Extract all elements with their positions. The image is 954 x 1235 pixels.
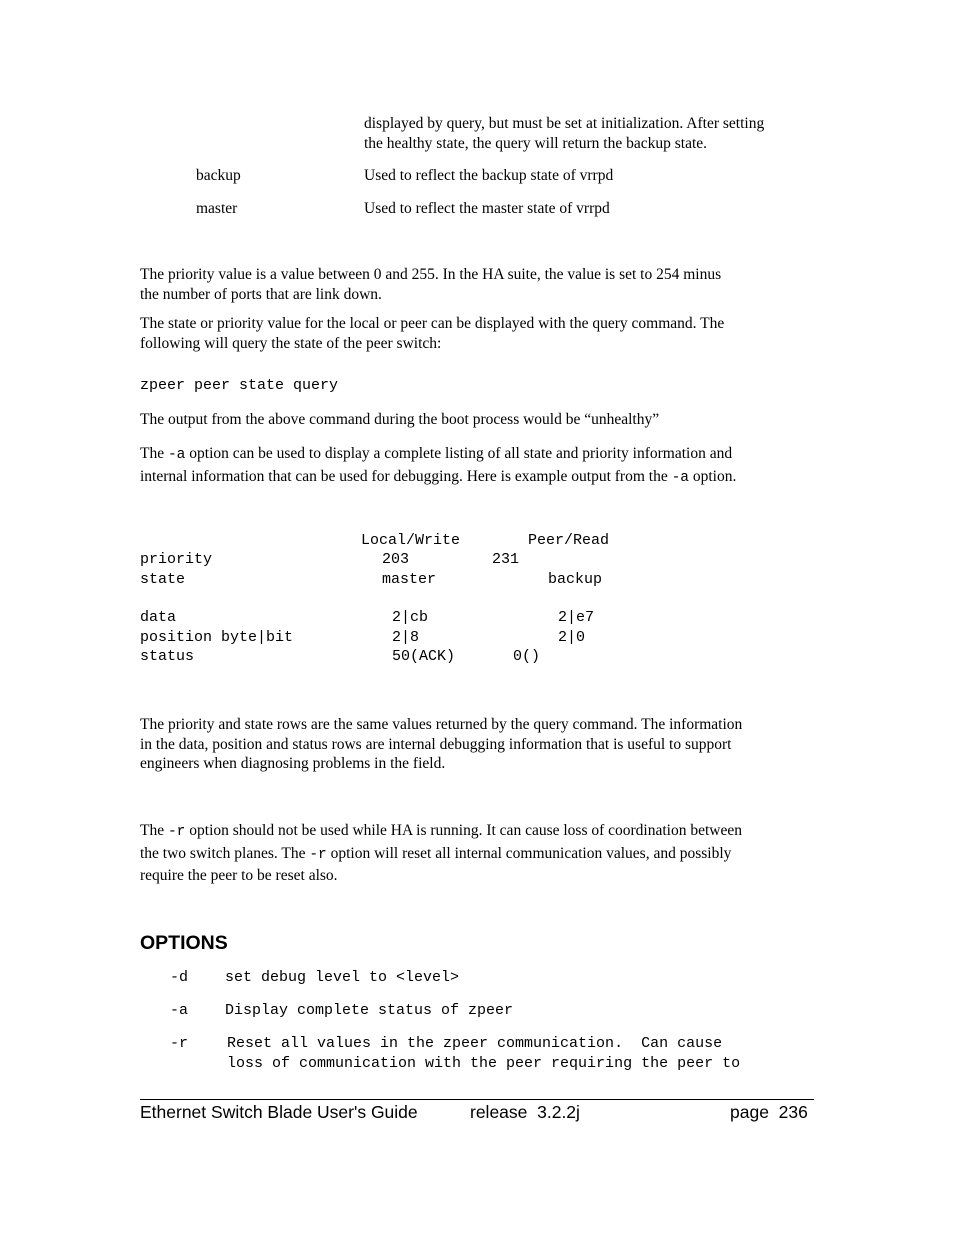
footer-page-number: page 236: [730, 1102, 808, 1122]
paragraph-r-option: [140, 820, 742, 886]
text-line: the number of ports that are link down.: [140, 285, 382, 303]
text-line: The priority and state rows are the same values returned by the query command. The information: [140, 716, 743, 733]
row-label: status: [140, 648, 195, 665]
options-heading: OPTIONS: [140, 932, 228, 954]
inline-code: -r: [309, 847, 327, 863]
row-peer-value: 0(): [513, 648, 541, 665]
option-desc: loss of communication with the peer requiring the peer to: [227, 1055, 741, 1072]
def-desc-master: Used to reflect the master state of vrrpd: [364, 200, 610, 217]
option-flag: -r: [170, 1035, 189, 1052]
inline-code: -a: [167, 447, 186, 463]
row-peer-value: backup: [548, 571, 603, 588]
text-line: engineers when diagnosing problems in the field.: [140, 755, 446, 772]
option-flag: -a: [170, 1002, 189, 1019]
text-line: The -r option should not be used while HA is running. It can cause loss of coordination between: [140, 822, 742, 840]
text-line: The -a option can be used to display a complete listing of all state and priority information and: [140, 445, 733, 463]
option-desc: Display complete status of zpeer: [225, 1002, 514, 1019]
row-peer-value: 231: [492, 551, 520, 568]
header-local-write: Local/Write: [361, 532, 461, 549]
row-local-value: 50(ACK): [392, 648, 456, 665]
row-local-value: 2|8: [392, 629, 420, 646]
inline-code: -r: [167, 824, 186, 840]
footer-rule: [140, 1099, 814, 1100]
inline-code: -a: [671, 470, 689, 486]
row-label: position byte|bit: [140, 629, 294, 646]
option-flag: -d: [170, 969, 189, 986]
text-line: the two switch planes. The -r option will reset all internal communication values, and possibly: [140, 845, 732, 863]
row-local-value: 203: [382, 551, 410, 568]
text-line: displayed by query, but must be set at initialization. After setting: [364, 115, 765, 132]
text-line: The state or priority value for the local or peer can be displayed with the query command. The: [140, 315, 725, 332]
def-desc-backup: Used to reflect the backup state of vrrpd: [364, 167, 614, 184]
def-term-master: master: [196, 200, 238, 217]
text-line: require the peer to be reset also.: [140, 867, 338, 884]
text-line: internal information that can be used for debugging. Here is example output from the -a option.: [140, 468, 737, 486]
paragraph-output-unhealthy: The output from the above command during the boot process would be “unhealthy”: [140, 411, 660, 428]
text-line: The priority value is a value between 0 and 255. In the HA suite, the value is set to 254 minus: [140, 266, 722, 283]
row-label: priority: [140, 551, 213, 568]
definition-continuation: [364, 114, 764, 153]
paragraph-a-option: [140, 443, 736, 489]
footer-release: release 3.2.2j: [470, 1102, 580, 1122]
row-peer-value: 2|e7: [558, 609, 595, 626]
def-term-backup: backup: [196, 167, 241, 184]
paragraph-priority-value: [140, 265, 721, 304]
text-line: following will query the state of the peer switch:: [140, 334, 442, 352]
row-peer-value: 2|0: [558, 629, 586, 646]
row-local-value: 2|cb: [392, 609, 429, 626]
paragraph-query-state: [140, 314, 724, 353]
option-desc: Reset all values in the zpeer communication. Can cause: [227, 1035, 723, 1052]
command-example: zpeer peer state query: [140, 377, 339, 394]
text-line: the healthy state, the query will return the backup state.: [364, 134, 708, 152]
footer-title: Ethernet Switch Blade User's Guide: [140, 1102, 418, 1122]
header-peer-read: Peer/Read: [528, 532, 610, 549]
row-local-value: master: [382, 571, 437, 588]
row-label: data: [140, 609, 177, 626]
text-line: in the data, position and status rows are internal debugging information that is useful to support: [140, 735, 732, 753]
paragraph-rows-explanation: [140, 715, 742, 774]
row-label: state: [140, 571, 186, 588]
option-desc: set debug level to <level>: [225, 969, 460, 986]
